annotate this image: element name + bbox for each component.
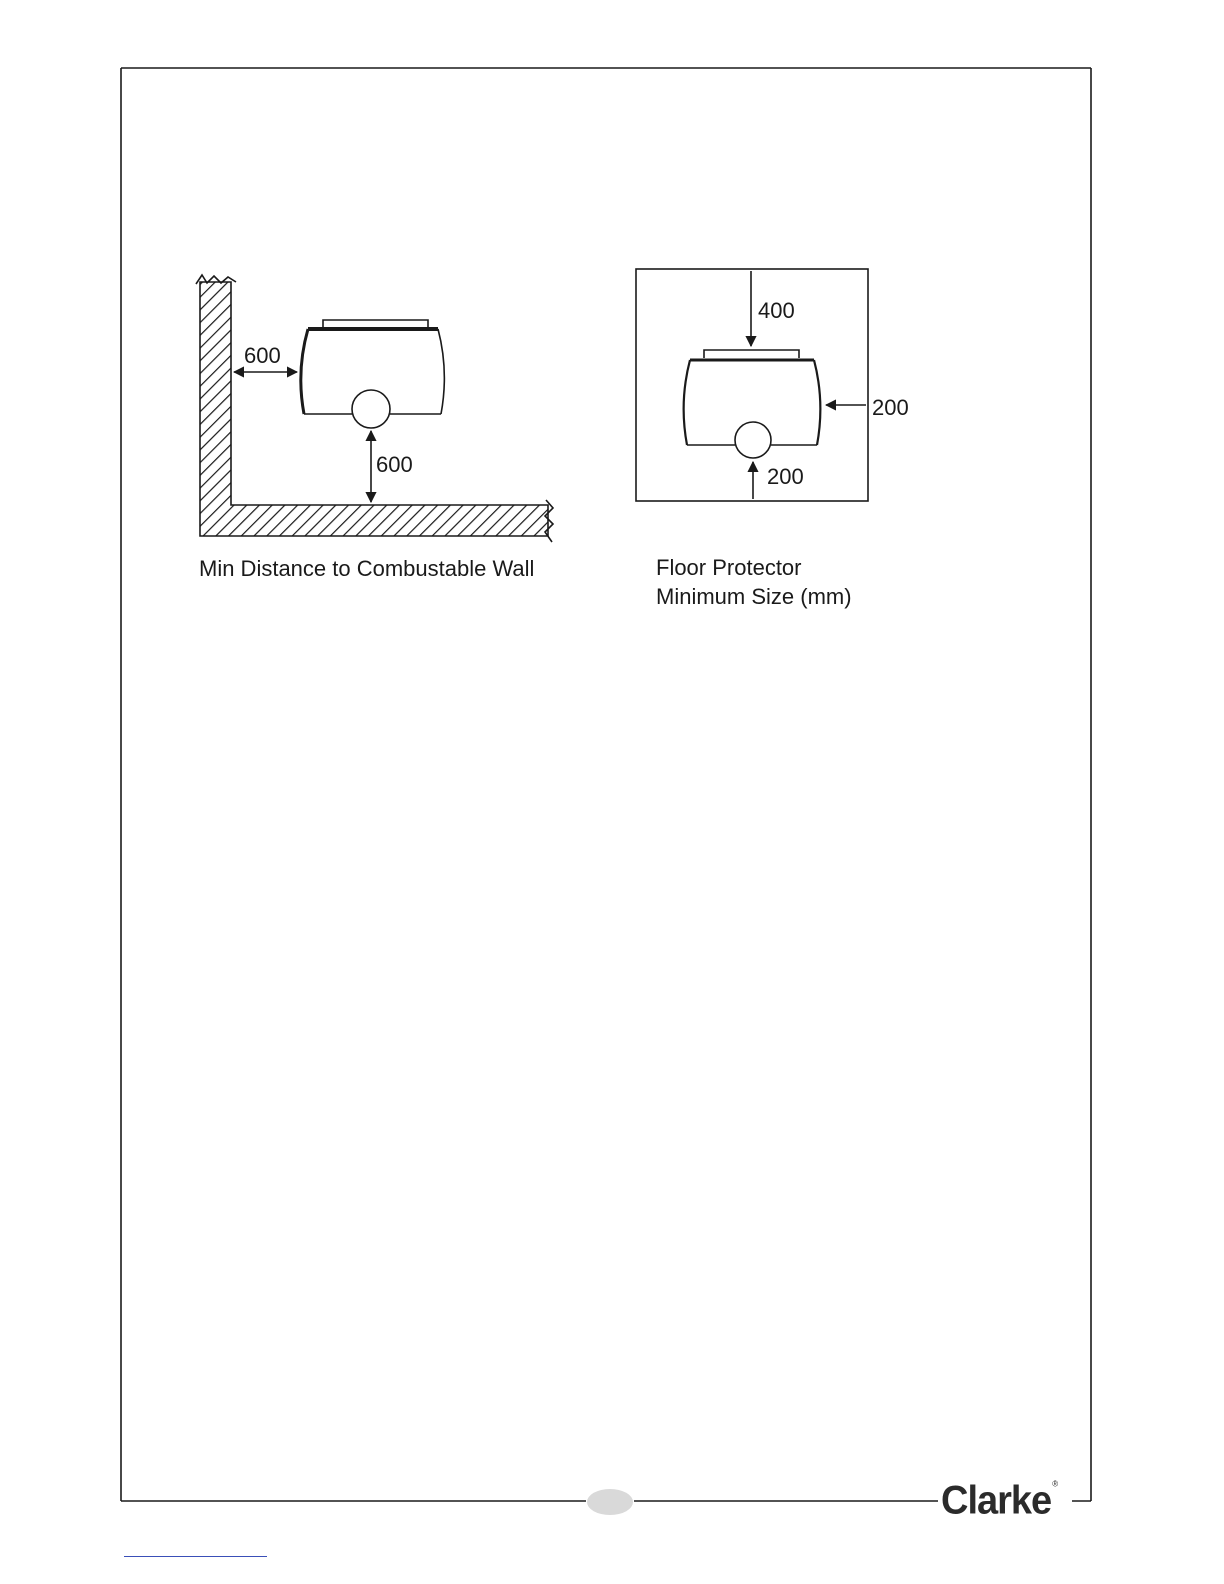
clarke-logo xyxy=(941,1479,1057,1524)
page-border xyxy=(121,68,1091,1501)
rear-clearance-label: 600 xyxy=(376,452,413,477)
wall-clearance-diagram xyxy=(196,275,553,542)
footer-link[interactable] xyxy=(124,1556,267,1557)
rear-clearance-label: 200 xyxy=(767,464,804,489)
side-clearance-label: 600 xyxy=(244,343,281,368)
wall-diagram-caption: Min Distance to Combustable Wall xyxy=(199,556,535,581)
stove-outline xyxy=(684,350,821,458)
floor-diagram-caption xyxy=(656,553,852,611)
floor-diagram-caption-line1: Floor Protector xyxy=(656,555,802,580)
side-clearance-label: 200 xyxy=(872,395,909,420)
registered-mark: ® xyxy=(1052,1478,1058,1489)
floor-protector-outline xyxy=(636,269,868,501)
front-clearance-label: 400 xyxy=(758,298,795,323)
floor-diagram-caption-line2: Minimum Size (mm) xyxy=(656,584,852,609)
stove-outline xyxy=(301,320,445,428)
page-number-badge xyxy=(587,1489,633,1515)
brand-name: Clarke xyxy=(941,1478,1052,1524)
floor-protector-diagram xyxy=(636,269,909,501)
